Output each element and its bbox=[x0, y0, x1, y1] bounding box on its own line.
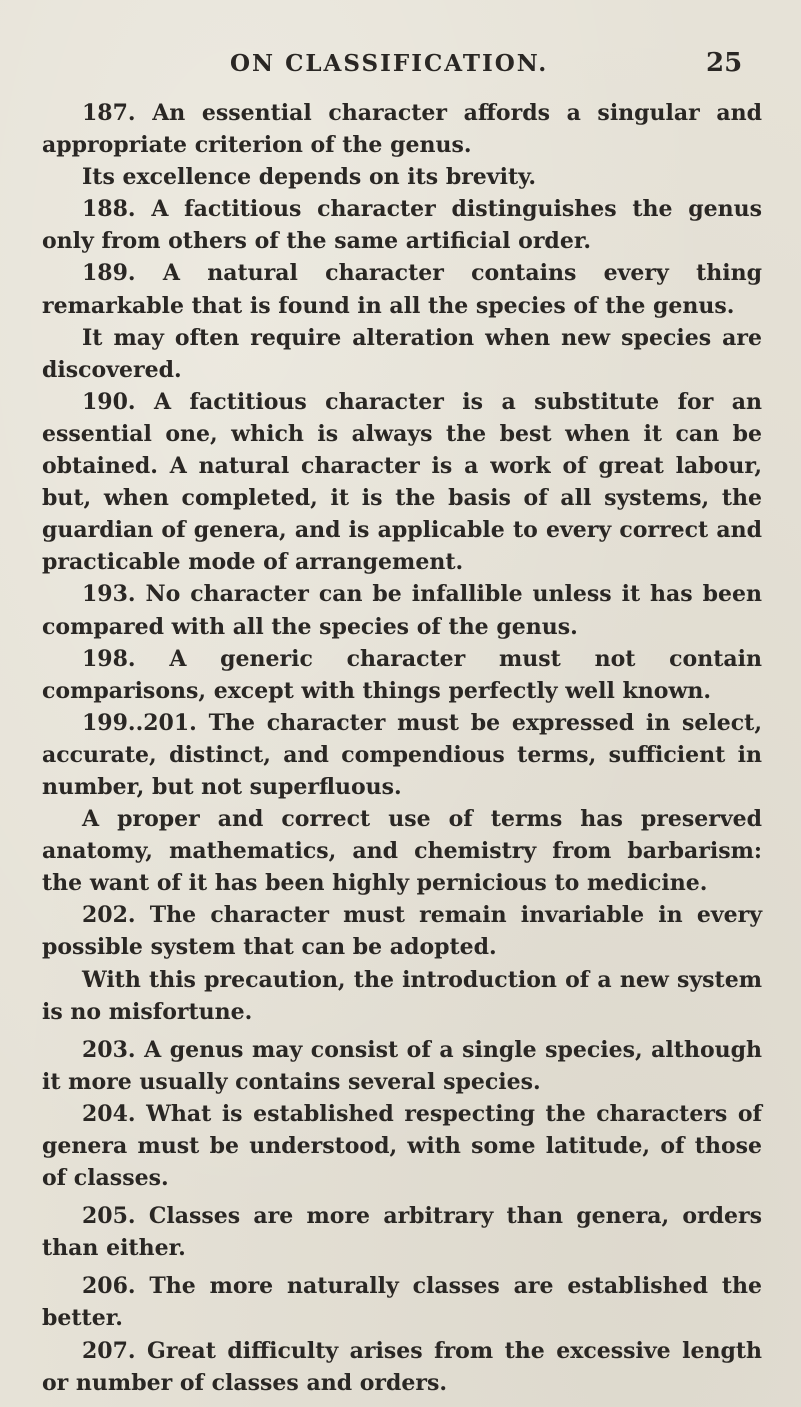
paragraph-188: 188. A factitious character distinguishes the genus only from others of the same artificial order. bbox=[42, 196, 762, 255]
paragraph-202: 202. The character must remain invariable in every possible system that can be adopted. bbox=[42, 902, 762, 961]
paragraph-199-201: 199..201. The character must be expressed in select, accurate, distinct, and compendious terms, sufficient in number, but not superfluous. bbox=[42, 709, 762, 800]
paragraph-190: 190. A factitious character is a substitute for an essential one, which is always the best when it can be obtained. A natural character is a work of great labour, but, when completed, it is the basis of all systems, the guardian of genera, and is applicable to every correct and practicable mode of arrangement. bbox=[42, 388, 762, 576]
paragraph-193: 193. No character can be infallible unless it has been compared with all the species of the genus. bbox=[42, 581, 762, 640]
paragraph-205: 205. Classes are more arbitrary than genera, orders than either. bbox=[42, 1203, 762, 1262]
running-head bbox=[0, 50, 801, 90]
paragraph-198: 198. A generic character must not contain comparisons, except with things perfectly well known. bbox=[42, 645, 762, 704]
paragraph-204: 204. What is established respecting the characters of genera must be understood, with some latitude, of those of classes. bbox=[42, 1100, 762, 1192]
paragraph-189: 189. A natural character contains every thing remarkable that is found in all the species of the genus. bbox=[42, 260, 762, 319]
paragraph-206: 206. The more naturally classes are established the better. bbox=[42, 1273, 762, 1332]
paragraph-187-note: Its excellence depends on its brevity. bbox=[82, 164, 537, 191]
paragraph-187: 187. An essential character affords a singular and appropriate criterion of the genus. bbox=[42, 100, 762, 159]
paragraph-terms-note: A proper and correct use of terms has preserved anatomy, mathematics, and chemistry from barbarism: the want of it has been highly pernicious to medicine. bbox=[42, 806, 762, 897]
page-number: 25 bbox=[706, 48, 743, 78]
paragraph-189-note: It may often require alteration when new species are discovered. bbox=[42, 324, 762, 383]
paragraph-202-note: With this precaution, the introduction of a new system is no misfortune. bbox=[42, 966, 762, 1025]
paragraph-207: 207. Great difficulty arises from the excessive length or number of classes and orders. bbox=[42, 1337, 762, 1396]
running-title: ON CLASSIFICATION. bbox=[230, 50, 549, 77]
body-text bbox=[42, 97, 762, 1399]
paragraph-203: 203. A genus may consist of a single species, although it more usually contains several species. bbox=[42, 1036, 762, 1095]
